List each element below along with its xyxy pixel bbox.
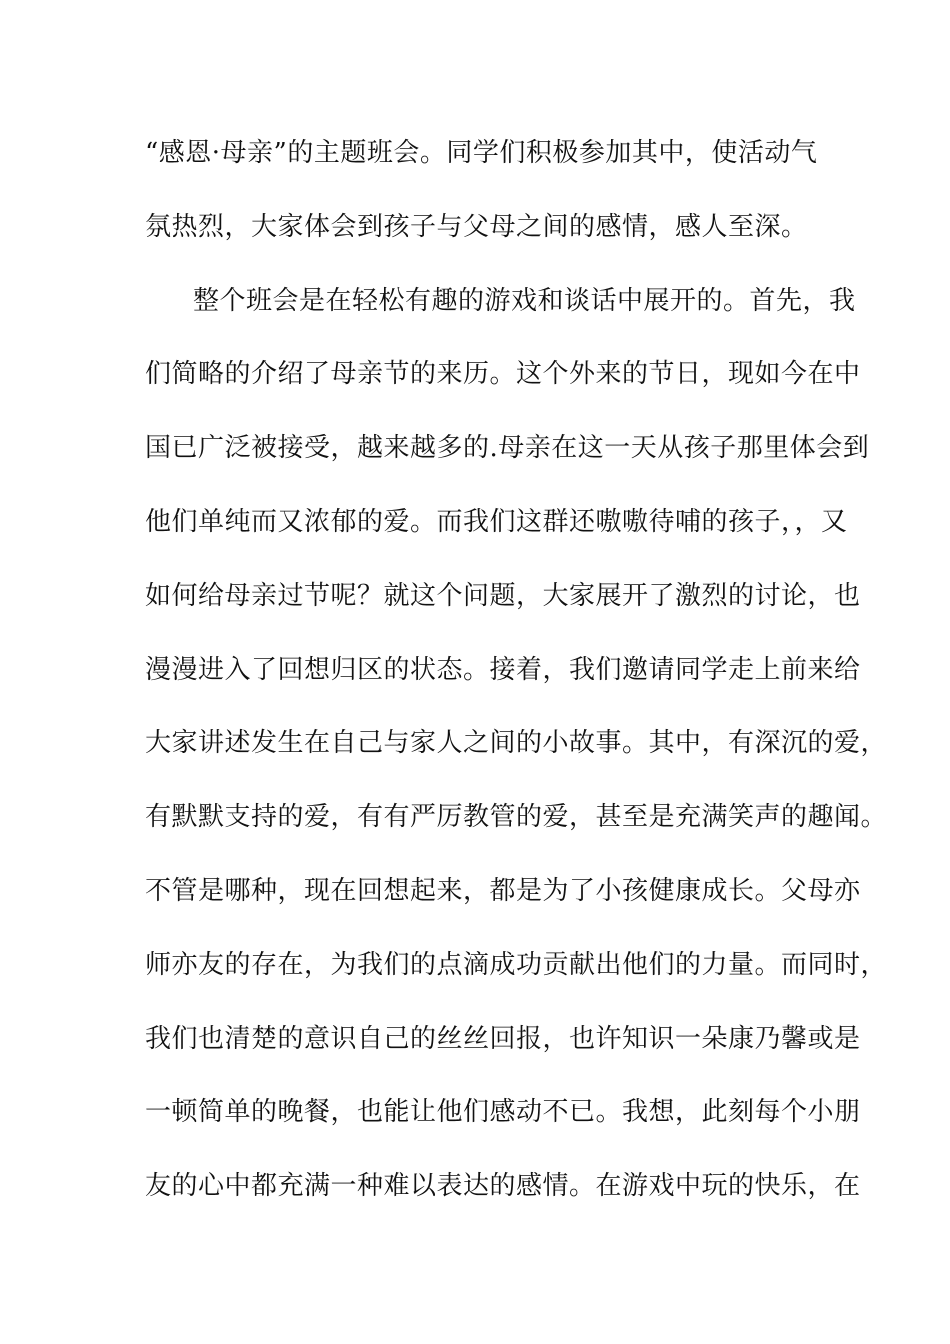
text-line: 氛热烈，大家体会到孩子与父母之间的感情，感人至深。 [145,211,808,242]
text-line: 友的心中都充满一种难以表达的感情。在游戏中玩的快乐，在 [145,1171,861,1202]
body-text [145,130,888,1237]
text-line: 不管是哪种，现在回想起来，都是为了小孩健康成长。父母亦 [145,875,861,906]
text-line: 漫漫进入了回想归区的状态。接着，我们邀请同学走上前来给 [145,654,861,685]
text-line: 大家讲述发生在自己与家人之间的小故事。其中，有深沉的爱， [145,728,888,759]
paragraph-start-line: 整个班会是在轻松有趣的游戏和谈话中展开的。首先，我 [193,285,856,316]
text-line: 师亦友的存在，为我们的点滴成功贡献出他们的力量。而同时， [145,949,888,980]
text-line: 他们单纯而又浓郁的爱。而我们这群还嗷嗷待哺的孩子，，又 [145,506,848,537]
text-line: 们简略的介绍了母亲节的来历。这个外来的节日，现如今在中 [145,359,861,390]
text-line: 有默默支持的爱，有有严厉教管的爱，甚至是充满笑声的趣闻。 [145,802,888,833]
text-line: “感恩·母亲”的主题班会。同学们积极参加其中，使活动气 [145,138,818,168]
text-line: 如何给母亲过节呢？就这个问题，大家展开了激烈的讨论，也 [145,580,861,611]
text-line: 国已广泛被接受，越来越多的.母亲在这一天从孩子那里体会到 [145,433,870,464]
text-line: 一顿简单的晚餐，也能让他们感动不已。我想，此刻每个小朋 [145,1097,861,1128]
text-line: 我们也清楚的意识自己的丝丝回报，也许知识一朵康乃馨或是 [145,1023,861,1054]
